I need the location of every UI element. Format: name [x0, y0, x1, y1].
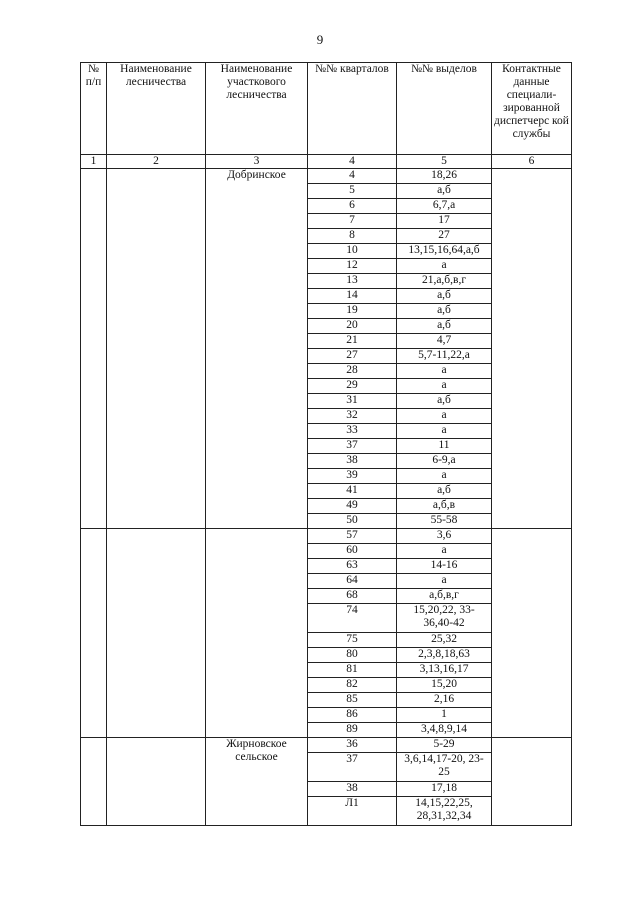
district-forestry-name: Жирновское сельское — [206, 738, 308, 826]
allotment-numbers: 14-16 — [397, 559, 492, 574]
forestry-name-cell — [107, 169, 206, 529]
contact-data-cell — [492, 738, 572, 826]
contact-data-cell — [492, 169, 572, 529]
quarter-number: 85 — [308, 693, 397, 708]
quarter-number: 33 — [308, 424, 397, 439]
quarter-number: 13 — [308, 274, 397, 289]
quarter-number: 37 — [308, 753, 397, 782]
quarter-number: 32 — [308, 409, 397, 424]
allotment-numbers: а,б — [397, 484, 492, 499]
allotment-numbers: 4,7 — [397, 334, 492, 349]
column-number: 4 — [308, 155, 397, 169]
allotment-numbers: а,б,в,г — [397, 589, 492, 604]
allotment-numbers: 17 — [397, 214, 492, 229]
quarter-number: 7 — [308, 214, 397, 229]
quarter-number: 41 — [308, 484, 397, 499]
column-number: 2 — [107, 155, 206, 169]
column-number-row — [81, 155, 572, 169]
allotment-numbers: 15,20 — [397, 678, 492, 693]
district-forestry-name: Добринское — [206, 169, 308, 529]
allotment-numbers: а — [397, 259, 492, 274]
allotment-numbers: а,б — [397, 184, 492, 199]
allotment-numbers: 5,7-11,22,а — [397, 349, 492, 364]
quarter-number: 82 — [308, 678, 397, 693]
quarter-number: 31 — [308, 394, 397, 409]
allotment-numbers: 1 — [397, 708, 492, 723]
table-row — [81, 529, 572, 544]
allotment-numbers: 2,16 — [397, 693, 492, 708]
header-col-allotments: №№ выделов — [397, 63, 492, 155]
allotment-numbers: а — [397, 469, 492, 484]
allotment-numbers: а,б,в — [397, 499, 492, 514]
allotment-numbers: 3,4,8,9,14 — [397, 723, 492, 738]
allotment-numbers: 27 — [397, 229, 492, 244]
allotment-numbers: а,б — [397, 304, 492, 319]
quarter-number: 19 — [308, 304, 397, 319]
header-row — [81, 63, 572, 155]
table-row — [81, 738, 572, 753]
contact-data-cell — [492, 529, 572, 738]
allotment-numbers: 18,26 — [397, 169, 492, 184]
allotment-numbers: 3,13,16,17 — [397, 663, 492, 678]
quarter-number: 27 — [308, 349, 397, 364]
quarter-number: 64 — [308, 574, 397, 589]
allotment-numbers: 55-58 — [397, 514, 492, 529]
row-number-cell — [81, 529, 107, 738]
allotment-numbers: 2,3,8,18,63 — [397, 648, 492, 663]
allotment-numbers: 25,32 — [397, 633, 492, 648]
allotment-numbers: 13,15,16,64,а,б — [397, 244, 492, 259]
quarter-number: 86 — [308, 708, 397, 723]
allotment-numbers: а — [397, 544, 492, 559]
quarter-number: 38 — [308, 782, 397, 797]
allotment-numbers: а,б — [397, 394, 492, 409]
allotment-numbers: а — [397, 424, 492, 439]
quarter-number: 37 — [308, 439, 397, 454]
header-col-forestry: Наименование лесничества — [107, 63, 206, 155]
allotment-numbers: а — [397, 409, 492, 424]
forestry-name-cell — [107, 738, 206, 826]
forestry-name-cell — [107, 529, 206, 738]
allotment-numbers: 14,15,22,25, 28,31,32,34 — [397, 797, 492, 826]
table-row — [81, 169, 572, 184]
quarter-number: 14 — [308, 289, 397, 304]
quarter-number: 50 — [308, 514, 397, 529]
quarter-number: 36 — [308, 738, 397, 753]
header-col-number: № п/п — [81, 63, 107, 155]
allotment-numbers: 15,20,22, 33-36,40-42 — [397, 604, 492, 633]
allotment-numbers: а,б — [397, 319, 492, 334]
quarter-number: 38 — [308, 454, 397, 469]
quarter-number: 75 — [308, 633, 397, 648]
quarter-number: 74 — [308, 604, 397, 633]
quarter-number: 6 — [308, 199, 397, 214]
quarter-number: 10 — [308, 244, 397, 259]
quarter-number: 12 — [308, 259, 397, 274]
quarter-number: 60 — [308, 544, 397, 559]
district-forestry-name — [206, 529, 308, 738]
column-number: 5 — [397, 155, 492, 169]
quarter-number: 89 — [308, 723, 397, 738]
quarter-number: 49 — [308, 499, 397, 514]
quarter-number: 20 — [308, 319, 397, 334]
allotment-numbers: 21,а,б,в,г — [397, 274, 492, 289]
quarter-number: 57 — [308, 529, 397, 544]
quarter-number: 5 — [308, 184, 397, 199]
quarter-number: Л1 — [308, 797, 397, 826]
quarter-number: 29 — [308, 379, 397, 394]
header-col-district-forestry: Наименование участкового лесничества — [206, 63, 308, 155]
allotment-numbers: 6,7,а — [397, 199, 492, 214]
quarter-number: 81 — [308, 663, 397, 678]
quarter-number: 28 — [308, 364, 397, 379]
quarter-number: 8 — [308, 229, 397, 244]
allotment-numbers: 3,6,14,17-20, 23-25 — [397, 753, 492, 782]
quarter-number: 39 — [308, 469, 397, 484]
quarter-number: 4 — [308, 169, 397, 184]
header-col-quarters: №№ кварталов — [308, 63, 397, 155]
quarter-number: 63 — [308, 559, 397, 574]
quarter-number: 21 — [308, 334, 397, 349]
column-number: 1 — [81, 155, 107, 169]
allotment-numbers: 17,18 — [397, 782, 492, 797]
column-number: 6 — [492, 155, 572, 169]
allotment-numbers: а,б — [397, 289, 492, 304]
allotment-numbers: а — [397, 574, 492, 589]
column-number: 3 — [206, 155, 308, 169]
allotment-numbers: 6-9,а — [397, 454, 492, 469]
forestry-table — [80, 62, 572, 826]
allotment-numbers: а — [397, 364, 492, 379]
header-col-contacts: Контактные данные специали-зированной диспетчерс кой службы — [492, 63, 572, 155]
quarter-number: 80 — [308, 648, 397, 663]
allotment-numbers: а — [397, 379, 492, 394]
page-number: 9 — [316, 32, 324, 47]
row-number-cell — [81, 738, 107, 826]
quarter-number: 68 — [308, 589, 397, 604]
allotment-numbers: 11 — [397, 439, 492, 454]
allotment-numbers: 5-29 — [397, 738, 492, 753]
row-number-cell — [81, 169, 107, 529]
allotment-numbers: 3,6 — [397, 529, 492, 544]
